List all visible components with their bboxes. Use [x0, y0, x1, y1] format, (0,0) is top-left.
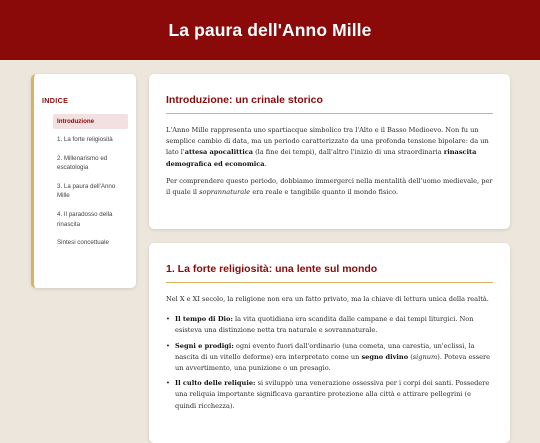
list-item	[166, 378, 493, 412]
list-item	[166, 314, 493, 336]
section-1-paragraph: Nel X e XI secolo, la religione non era un fatto privato, ma la chiave di lettura unica della realtà.	[166, 295, 489, 303]
toc-heading: INDICE	[42, 96, 69, 105]
table-of-contents	[31, 74, 136, 288]
text-span: ogni evento fuori dall'ordinario (una cometa, una carestia, un'eclissi, la nascita di un vitello deforme) era interpretato come un	[175, 341, 475, 361]
toc-item-millenarismo[interactable]: 2. Millenarismo ed escatologia	[57, 154, 108, 172]
page-title: La paura dell'Anno Mille	[168, 19, 372, 40]
italic-term: soprannaturale	[199, 188, 251, 197]
text-span: (	[408, 352, 413, 361]
toc-item-paradosso[interactable]: 4. Il paradosso della rinascita	[57, 211, 113, 228]
toc-list	[42, 114, 128, 250]
text-span: Per comprendere questo periodo, dobbiamo immergerci nella mentalità dell'uomo medievale, per il quale il	[166, 176, 493, 197]
intro-card	[149, 74, 510, 229]
emphasis: rinascita demografica ed economica	[166, 148, 477, 168]
section-1-title: 1. La forte religiosità: una lente sul mondo	[166, 263, 493, 283]
emphasis: Il culto delle reliquie:	[175, 379, 256, 388]
intro-title: Introduzione: un crinale storico	[166, 94, 493, 114]
emphasis: Il tempo di Dio:	[175, 315, 233, 324]
text-span: (la fine dei tempi), dall'altro l'inizio di una straordinaria	[253, 148, 444, 157]
section-1-list	[166, 314, 493, 412]
intro-paragraph-2	[166, 176, 493, 198]
text-span: .	[264, 159, 267, 168]
toc-item-religiosita[interactable]: 1. La forte religiosità	[57, 136, 113, 144]
intro-paragraph-1	[166, 125, 493, 170]
italic-term: signum	[412, 352, 438, 361]
text-span: la vita quotidiana era scandita dalle campane e dai tempi liturgici. Non esisteva una distinzione netta tra naturale e sovrannaturale.	[175, 315, 474, 335]
text-span: si sviluppò una venerazione ossessiva per i corpi dei santi. Possedere una reliquia importante significava garantire protezione alla città e attirare pellegrini (e quindi ricchezza).	[175, 379, 490, 410]
list-item	[166, 341, 493, 375]
emphasis: attesa apocalittica	[184, 148, 253, 157]
text-span: era reale e tangibile quanto il mondo fisico.	[250, 188, 399, 197]
emphasis: Segni e prodigi:	[175, 341, 234, 350]
section-1-card	[149, 243, 510, 443]
page-header	[0, 0, 540, 60]
text-span: ). Poteva essere un avvertimento, una punizione o un presagio.	[175, 352, 491, 373]
emphasis: segno divino	[361, 352, 409, 361]
toc-item-paura[interactable]: 3. La paura dell'Anno Mille	[57, 182, 116, 200]
toc-item-introduzione[interactable]: Introduzione	[53, 114, 128, 129]
toc-item-sintesi[interactable]: Sintesi concettuale	[57, 239, 109, 247]
text-span: L'Anno Mille rappresenta uno spartiacque simbolico tra l'Alto e il Basso Medioevo. Non fu un semplice cambio di data, ma un periodo caratterizzato da una profonda tensione bipolare: da un lato l'	[166, 126, 489, 157]
